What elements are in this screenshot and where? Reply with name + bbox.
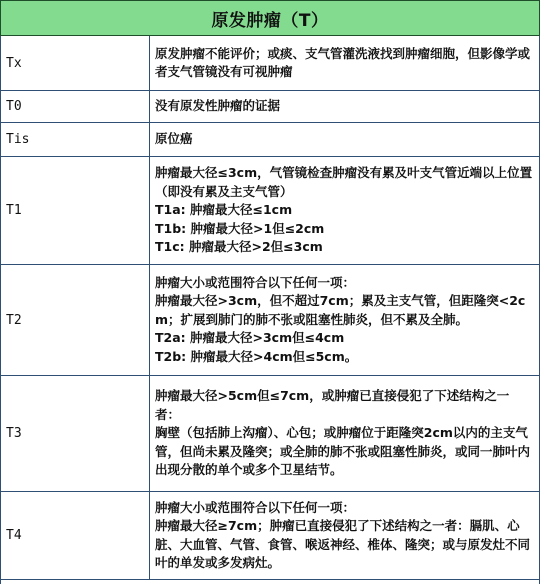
description-line: T1a: 肿瘤最大径≤1cm — [155, 202, 293, 218]
table-row-tis — [0, 123, 540, 157]
description-line: 原位癌 — [155, 131, 193, 147]
table-title: 原发肿瘤（T） — [0, 0, 540, 36]
description-line: 肿瘤最大径>3cm，但不超过7cm；累及主支气管，但距隆突<2cm；扩展到肺门的肺不张或阻塞性肺炎，但不累及全肺。 — [155, 293, 526, 327]
description-line: 肿瘤最大径>5cm但≤7cm，或肿瘤已直接侵犯了下述结构之一者： — [155, 388, 510, 422]
description-line: T1b: 肿瘤最大径>1但≤2cm — [155, 220, 325, 236]
stage-description — [150, 157, 539, 264]
stage-description — [150, 492, 539, 579]
stage-code: T2 — [1, 265, 150, 375]
stage-description — [150, 123, 539, 156]
stage-code: Tx — [1, 36, 150, 90]
description-line: 肿瘤最大径≤3cm，气管镜检查肿瘤没有累及叶支气管近端以上位置（即没有累及主支气管） — [155, 165, 533, 199]
stage-description — [150, 36, 539, 90]
description-line: 原发肿瘤不能评价；或痰、支气管灌洗液找到肿瘤细胞，但影像学或者支气管镜没有可视肿瘤 — [155, 45, 531, 79]
stage-code: T3 — [1, 376, 150, 491]
description-line: 肿瘤大小或范围符合以下任何一项： — [155, 499, 356, 515]
stage-code: T0 — [1, 91, 150, 122]
stage-description — [150, 265, 539, 375]
description-line: 肿瘤大小或范围符合以下任何一项： — [155, 274, 356, 290]
stage-code: T4 — [1, 492, 150, 579]
table-row-t1 — [0, 157, 540, 265]
table-bottom-edge — [0, 580, 540, 584]
table-row-t2 — [0, 265, 540, 376]
table-row-t0 — [0, 91, 540, 123]
table-row-t3 — [0, 376, 540, 492]
stage-description — [150, 91, 539, 122]
description-line: 胸壁（包括肺上沟瘤）、心包；或肿瘤位于距隆突2cm以内的主支气管，但尚未累及隆突；或全肺的肺不张或阻塞性肺炎，或同一肺叶内出现分散的单个或多个卫星结节。 — [155, 425, 531, 478]
stage-code: Tis — [1, 123, 150, 156]
description-line: T1c: 肿瘤最大径>2但≤3cm — [155, 239, 323, 255]
stage-code: T1 — [1, 157, 150, 264]
description-line: T2b: 肿瘤最大径>4cm但≤5cm。 — [155, 348, 358, 364]
description-line: T2a: 肿瘤最大径>3cm但≤4cm — [155, 330, 345, 346]
table-row-t4 — [0, 492, 540, 580]
description-line: 没有原发性肿瘤的证据 — [155, 98, 281, 114]
stage-description — [150, 376, 539, 491]
description-line: 肿瘤最大径≥7cm；肿瘤已直接侵犯了下述结构之一者：膈肌、心脏、大血管、气管、食管、喉返神经、椎体、隆突；或与原发灶不同叶的单发或多发病灶。 — [155, 518, 531, 570]
table-row-tx — [0, 36, 540, 91]
